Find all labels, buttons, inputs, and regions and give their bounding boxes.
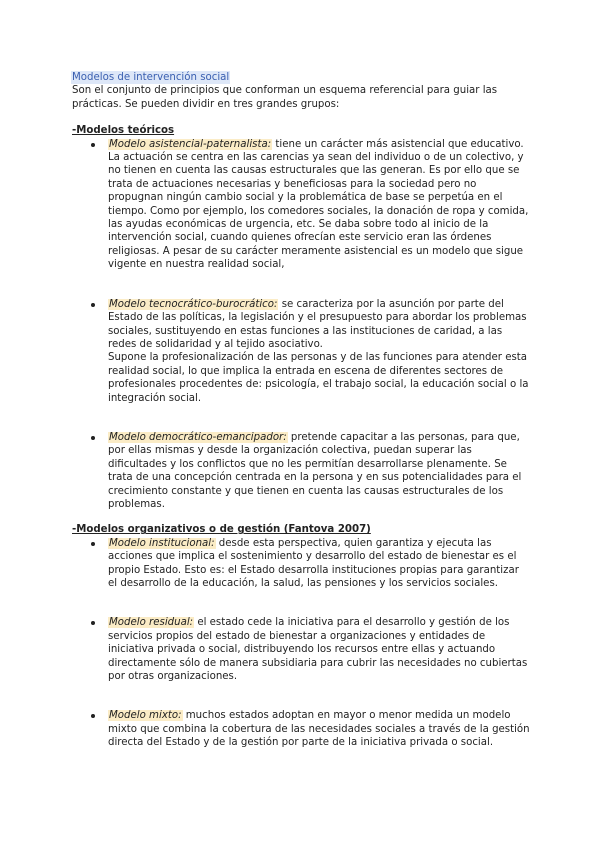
list-item <box>108 431 530 511</box>
model-name: Modelo democrático-emancipador: <box>109 431 287 443</box>
model-name: Modelo institucional: <box>109 537 215 549</box>
model-name: Modelo asistencial-paternalista: <box>109 138 272 150</box>
model-description: tiene un carácter más asistencial que educativo. La actuación se centra en las carencias ya sean del individuo o de un colectivo, y no tienen en cuenta las causas estructurales que las generan. Es por ello que se trata de actuaciones necesarias y beneficiosas para la sociedad pero no propugnan ningún cambio social y la problemática de base se perpetúa en el tiempo. Como por ejemplo, los comedores sociales, la donación de ropa y comida, las ayudas económicas de urgencia, etc. Se daba sobre todo al inicio de la intervención social, cuando quienes ofrecían este servicio eran las órdenes religiosas. A pesar de su carácter meramente asistencial es un modelo que sigue vigente en nuestra realidad social, <box>108 138 529 271</box>
organizational-models-list <box>72 537 530 750</box>
list-item <box>108 537 530 591</box>
model-name: Modelo tecnocrático-burocrático: <box>109 298 278 310</box>
list-item <box>108 616 530 683</box>
model-description: muchos estados adoptan en mayor o menor medida un modelo mixto que combina la cobertura de las necesidades sociales a través de la gestión directa del Estado y de la gestión por parte de la iniciativa privada o social. <box>108 710 530 749</box>
model-description: el estado cede la iniciativa para el desarrollo y gestión de los servicios propios del estado de bienestar a organizaciones y entidades de iniciativa privada o social, distribuyendo los recursos entre ellas y actuando directamente sólo de manera subsidiaria para cubrir las necesidades no cubiertas por otras organizaciones. <box>108 617 528 683</box>
model-description-continued: Supone la profesionalización de las personas y de las funciones para atender esta realidad social, lo que implica la entrada en escena de diferentes sectores de profesionales procedentes de: psicología, el trabajo social, la educación social o la integración social. <box>108 352 529 404</box>
spacer <box>72 111 530 124</box>
list-item <box>108 138 530 272</box>
section-heading-theoretical: -Modelos teóricos <box>72 125 175 137</box>
list-item <box>108 298 530 405</box>
model-description: desde esta perspectiva, quien garantiza y ejecuta las acciones que implica el sostenimiento y desarrollo del estado de bienestar es el propio Estado. Esto es: el Estado desarrolla instituciones propias para garantizar el desarrollo de la educación, la salud, las pensiones y los servicios sociales. <box>108 537 519 589</box>
list-item <box>108 709 530 749</box>
theoretical-models-list <box>72 138 530 512</box>
document-title: Modelos de intervención social <box>72 72 230 83</box>
model-description: pretende capacitar a las personas, para que, por ellas mismas y desde la organización colectiva, puedan superar las dificultades y los conflictos que no les permitían desarrollarse plenamente. Se trata de una concepción centrada en la persona y en sus potencialidades para el crecimiento constante y que tienen en cuenta las causas estructurales de los problemas. <box>108 431 522 510</box>
model-name: Modelo residual: <box>109 617 194 629</box>
section-heading-organizational: -Modelos organizativos o de gestión (Fantova 2007) <box>72 524 371 536</box>
intro-paragraph: Son el conjunto de principios que conforman un esquema referencial para guiar las prácticas. Se pueden dividir en tres grandes grupos: <box>72 85 498 110</box>
model-description: se caracteriza por la asunción por parte del Estado de las políticas, la legislación y el presupuesto para abordar los problemas sociales, sustituyendo en estas funciones a las instituciones de caridad, a las redes de solidaridad y al tejido asociativo. <box>108 298 527 350</box>
model-name: Modelo mixto: <box>109 710 182 722</box>
